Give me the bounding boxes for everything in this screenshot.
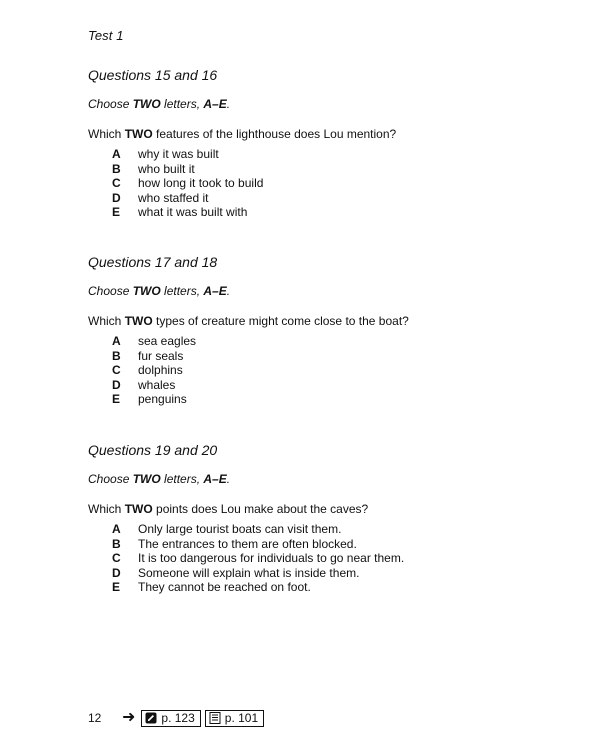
instruction-bold: TWO bbox=[132, 472, 161, 486]
instruction-bold: A–E bbox=[203, 284, 227, 298]
prompt-bold: TWO bbox=[124, 502, 153, 516]
audio-script-reference[interactable] bbox=[141, 710, 200, 727]
option-letter: C bbox=[112, 551, 121, 565]
section-title: Questions 15 and 16 bbox=[88, 67, 218, 83]
option-text: They cannot be reached on foot. bbox=[138, 580, 311, 594]
option-text: sea eagles bbox=[138, 334, 197, 348]
option-item bbox=[112, 363, 548, 378]
option-letter: A bbox=[112, 522, 121, 536]
instruction-bold: A–E bbox=[203, 97, 227, 111]
instruction-text: Choose bbox=[88, 97, 133, 111]
option-item bbox=[112, 176, 548, 191]
option-item bbox=[112, 537, 548, 552]
prompt-text: Which bbox=[88, 502, 125, 516]
question-prompt bbox=[88, 501, 548, 517]
option-letter: C bbox=[112, 363, 121, 377]
option-text: The entrances to them are often blocked. bbox=[138, 536, 357, 551]
instruction-text: letters, bbox=[160, 97, 204, 111]
option-item bbox=[112, 191, 548, 206]
option-text: dolphins bbox=[138, 363, 183, 377]
instruction-bold: TWO bbox=[132, 97, 161, 111]
section-instruction bbox=[88, 471, 548, 487]
right-arrow-icon: ➜ bbox=[122, 709, 136, 726]
page-footer bbox=[88, 708, 268, 728]
option-text: fur seals bbox=[138, 348, 184, 363]
option-letter: E bbox=[112, 580, 121, 594]
option-item bbox=[112, 378, 548, 393]
instruction-bold: A–E bbox=[203, 472, 227, 486]
prompt-text: types of creature might come close to the boat? bbox=[152, 314, 409, 328]
answer-key-reference[interactable] bbox=[205, 710, 264, 727]
section-title: Questions 19 and 20 bbox=[88, 442, 218, 458]
option-letter: D bbox=[112, 565, 121, 580]
option-letter: C bbox=[112, 176, 121, 190]
option-list bbox=[112, 334, 548, 407]
option-text: who staffed it bbox=[138, 190, 209, 205]
option-letter: E bbox=[112, 205, 121, 219]
page-number: 12 bbox=[88, 711, 102, 725]
answer-key-page: p. 101 bbox=[224, 711, 259, 725]
instruction-text: Choose bbox=[88, 284, 133, 298]
question-section-17-18 bbox=[88, 253, 548, 407]
instruction-text: . bbox=[226, 472, 231, 486]
prompt-text: features of the lighthouse does Lou mention? bbox=[152, 127, 397, 141]
option-item bbox=[112, 349, 548, 364]
option-letter: B bbox=[112, 536, 121, 551]
option-letter: A bbox=[112, 334, 121, 348]
answer-key-icon bbox=[209, 712, 221, 724]
instruction-text: letters, bbox=[160, 472, 204, 486]
option-letter: A bbox=[112, 147, 121, 161]
option-letter: B bbox=[112, 348, 121, 363]
option-text: penguins bbox=[138, 392, 187, 406]
section-instruction bbox=[88, 96, 548, 112]
test-label: Test 1 bbox=[88, 28, 124, 43]
option-letter: D bbox=[112, 190, 121, 205]
option-text: Only large tourist boats can visit them. bbox=[138, 522, 342, 536]
option-item bbox=[112, 205, 548, 220]
option-letter: B bbox=[112, 161, 121, 176]
prompt-text: Which bbox=[88, 127, 125, 141]
instruction-text: Choose bbox=[88, 472, 133, 486]
question-section-19-20 bbox=[88, 441, 548, 595]
audio-script-icon bbox=[145, 712, 157, 724]
question-prompt bbox=[88, 313, 548, 329]
option-item bbox=[112, 566, 548, 581]
option-list bbox=[112, 147, 548, 220]
option-item bbox=[112, 162, 548, 177]
option-text: who built it bbox=[138, 161, 195, 176]
option-text: Someone will explain what is inside them. bbox=[138, 565, 360, 580]
section-title: Questions 17 and 18 bbox=[88, 254, 218, 270]
option-item bbox=[112, 551, 548, 566]
option-text: what it was built with bbox=[138, 205, 248, 219]
question-prompt bbox=[88, 126, 548, 142]
question-section-15-16 bbox=[88, 66, 548, 220]
instruction-text: . bbox=[226, 97, 231, 111]
option-text: whales bbox=[138, 377, 176, 392]
option-text: It is too dangerous for individuals to go near them. bbox=[138, 551, 405, 565]
option-letter: E bbox=[112, 392, 121, 406]
prompt-bold: TWO bbox=[124, 127, 153, 141]
prompt-bold: TWO bbox=[124, 314, 153, 328]
option-text: why it was built bbox=[138, 147, 219, 161]
prompt-text: points does Lou make about the caves? bbox=[152, 502, 369, 516]
instruction-bold: TWO bbox=[132, 284, 161, 298]
option-list bbox=[112, 522, 548, 595]
audio-script-page: p. 123 bbox=[161, 711, 195, 725]
option-item bbox=[112, 334, 548, 349]
option-text: how long it took to build bbox=[138, 176, 264, 190]
prompt-text: Which bbox=[88, 314, 125, 328]
option-item bbox=[112, 580, 548, 595]
option-item bbox=[112, 147, 548, 162]
option-item bbox=[112, 392, 548, 407]
option-item bbox=[112, 522, 548, 537]
option-letter: D bbox=[112, 377, 121, 392]
instruction-text: . bbox=[226, 284, 231, 298]
instruction-text: letters, bbox=[160, 284, 204, 298]
section-instruction bbox=[88, 283, 548, 299]
